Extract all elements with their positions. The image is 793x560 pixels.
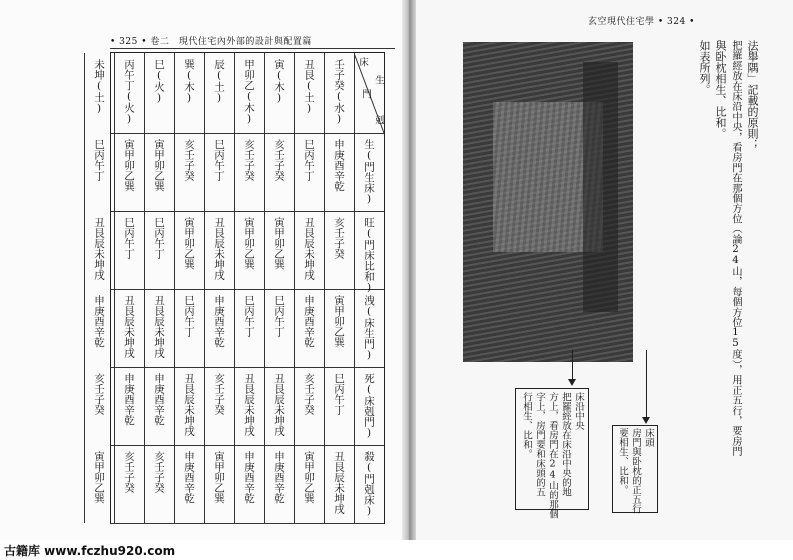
row-label: 洩(床生門) xyxy=(363,295,375,361)
table-cell: 亥壬子癸 xyxy=(123,451,135,493)
table-cell: 丑艮辰未坤戌 xyxy=(303,217,315,280)
corner-door-label: 門 xyxy=(360,89,371,99)
table-row-line xyxy=(111,133,384,134)
caption-bed-head-line2: 要相生、比和。 xyxy=(617,428,628,495)
table-cell: 巳丙午丁 xyxy=(303,139,315,181)
table-cell: 申庚酉辛乾 xyxy=(273,451,285,504)
table-cell: 丑艮辰未坤戌 xyxy=(333,451,345,514)
table-cell: 申庚酉辛乾 xyxy=(213,295,225,348)
table-cell: 巳丙午丁 xyxy=(153,217,165,259)
table-cell: 申庚酉辛乾 xyxy=(183,451,195,504)
body-line-3: 與卧枕相生、比和。 xyxy=(714,40,727,139)
caption-bed-head-line1: 房門與卧枕的正五行 xyxy=(630,428,641,514)
table-cell: 丑艮辰未坤戌 xyxy=(123,295,135,358)
table-cell: 丑艮辰未坤戌 xyxy=(213,217,225,280)
row-label: 生(門生床) xyxy=(363,139,375,205)
table-row-line xyxy=(111,289,384,290)
body-line-4: 如表所列。 xyxy=(698,40,711,95)
table-cell: 申庚酉辛乾 xyxy=(123,373,135,426)
table-row-line xyxy=(111,445,384,446)
caption-bed-edge-title: 床沿中央 xyxy=(573,392,584,430)
table-cell: 巳丙午丁 xyxy=(183,295,195,337)
table-row-line xyxy=(111,211,384,212)
column-header: 壬子癸(水) xyxy=(333,59,345,125)
table-cell: 寅甲卯乙巽 xyxy=(123,139,135,192)
table-cell: 巳丙午丁 xyxy=(93,139,105,181)
column-header: 辰(土) xyxy=(213,59,225,104)
headboard-shape xyxy=(583,62,618,312)
table-cell: 巳丙午丁 xyxy=(333,373,345,415)
table-cell: 巳丙午丁 xyxy=(213,139,225,181)
caption-bed-edge-line4: 行相生、比和。 xyxy=(521,392,532,459)
table-cell: 亥壬子癸 xyxy=(273,139,285,181)
bed-photograph xyxy=(463,42,633,362)
arrow-bed-head xyxy=(646,350,647,418)
column-header: 巽(木) xyxy=(183,59,195,104)
column-header: 丙午丁(火) xyxy=(123,59,135,125)
watermark-bar xyxy=(0,540,793,560)
body-line-2: 把羅經放在床沿中央，看房門在那個方位（論24山，每個方位15度），用正五行，要房門 xyxy=(730,40,741,457)
table-cell: 亥壬子癸 xyxy=(153,451,165,493)
table-cell: 亥壬子癸 xyxy=(333,217,345,259)
table-cell: 巳丙午丁 xyxy=(123,217,135,259)
table-cell: 申庚酉辛乾 xyxy=(303,295,315,348)
door-bed-element-table xyxy=(93,52,385,524)
right-page-header: 玄空現代住宅學 • 324 • xyxy=(588,17,695,27)
table-cell: 申庚酉辛乾 xyxy=(333,139,345,192)
table-cell: 巳丙午丁 xyxy=(273,295,285,337)
table-cell: 申庚酉辛乾 xyxy=(153,373,165,426)
corner-bed-label: 床 xyxy=(357,57,368,67)
left-page-header: • 325 • 卷二 現代住宅內外部的設計與配置篇 xyxy=(110,37,312,47)
caption-bed-edge-line1: 把羅經放在床沿中央的地 xyxy=(560,392,571,497)
table-cell: 寅甲卯乙巽 xyxy=(333,295,345,348)
table-cell: 丑艮辰未坤戌 xyxy=(93,217,105,280)
column-header: 巳(火) xyxy=(153,59,165,104)
table-cell: 丑艮辰未坤戌 xyxy=(153,295,165,358)
caption-bed-edge-line2: 方上，看房門在24山的那個 xyxy=(547,392,558,519)
table-row-line xyxy=(111,367,384,368)
table-cell: 寅甲卯乙巽 xyxy=(183,217,195,270)
table-cell: 丑艮辰未坤戌 xyxy=(273,373,285,436)
column-header: 丑艮(土) xyxy=(303,59,315,115)
table-row-line xyxy=(111,523,384,524)
row-label: 死(床剋門) xyxy=(363,373,375,439)
table-cell: 丑艮辰未坤戌 xyxy=(243,373,255,436)
table-cell: 寅甲卯乙巽 xyxy=(153,139,165,192)
table-cell: 寅甲卯乙巽 xyxy=(93,451,105,504)
table-cell: 寅甲卯乙巽 xyxy=(213,451,225,504)
arrow-bed-edge xyxy=(572,350,573,380)
body-line-1: 法舉隅」記載的原則； xyxy=(746,40,759,150)
table-cell: 申庚酉辛乾 xyxy=(243,451,255,504)
table-cell: 寅甲卯乙巽 xyxy=(243,217,255,270)
table-cell: 亥壬子癸 xyxy=(183,139,195,181)
corner-ke-label: 剋 xyxy=(373,115,384,125)
table-cell: 丑艮辰未坤戌 xyxy=(183,373,195,436)
table-cell: 亥壬子癸 xyxy=(303,373,315,415)
table-cell: 亥壬子癸 xyxy=(213,373,225,415)
table-cell: 亥壬子癸 xyxy=(93,373,105,415)
caption-bed-head-title: 床頭 xyxy=(643,428,654,447)
table-cell: 申庚酉辛乾 xyxy=(93,295,105,348)
table-cell: 亥壬子癸 xyxy=(243,139,255,181)
row-label: 殺(門剋床) xyxy=(363,451,375,517)
site-watermark: 古籍库 www.fczhu920.com xyxy=(4,544,176,558)
table-cell: 寅甲卯乙巽 xyxy=(303,451,315,504)
row-label: 旺(門床比和) xyxy=(363,217,375,294)
column-header: 未坤(土) xyxy=(93,59,105,115)
caption-bed-edge-line3: 字上，房門要和床頭的五 xyxy=(534,392,545,497)
table-cell: 寅甲卯乙巽 xyxy=(273,217,285,270)
table-cell: 巳丙午丁 xyxy=(243,295,255,337)
corner-sheng-label: 生 xyxy=(373,75,384,85)
book-gutter xyxy=(402,0,416,540)
header-rule xyxy=(110,48,395,49)
column-header: 甲卯乙(木) xyxy=(243,59,255,125)
column-header: 寅(木) xyxy=(273,59,285,104)
